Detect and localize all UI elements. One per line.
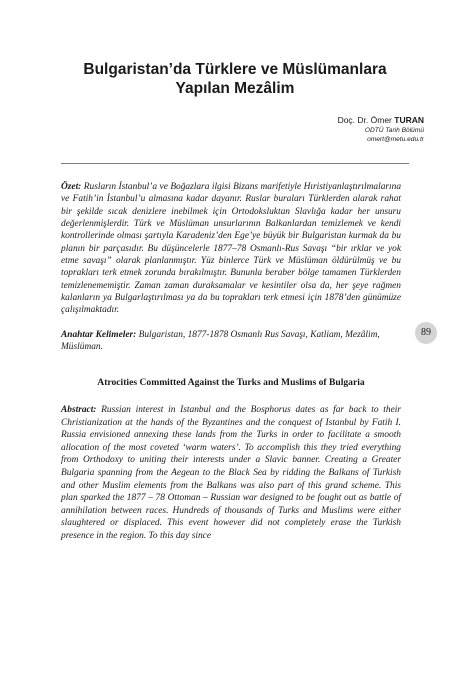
turkish-abstract: [61, 181, 401, 317]
header-divider: [61, 163, 409, 164]
turkish-keywords: [61, 329, 401, 354]
page-number-badge: 89: [415, 322, 437, 344]
author-name: [338, 115, 424, 126]
english-title: Atrocities Committed Against the Turks and Muslims of Bulgaria: [97, 377, 365, 388]
author-department: ODTÜ Tarih Bölümü: [364, 127, 424, 134]
article-title-line-1: Bulgaristan’da Türklere ve Müslümanlara: [83, 61, 387, 78]
ozet-label: Özet:: [61, 182, 82, 192]
author-email: omert@metu.edu.tr: [367, 136, 424, 143]
keywords-text: Bulgaristan, 1877-1878 Osmanlı Rus Savaşı, Katliam, Mezâlim, Müslüman.: [61, 330, 380, 353]
ozet-text: Rusların İstanbul’a ve Boğazlara ilgisi Bizans marifetiyle Hıristiyanlaştırılmalarına ve Fatih’in İstanbul’u almasına kadar dayanır. Ruslar buraları Türklerden alarak rahat bir şekilde sıcak denizlere inebilmek için Ortodoksluktan Slavlığa kadar her unsuru değerlenmişlerdir. Türk ve Müslüman unsurlarının Balkanlardan temizlemek ve kendi kontrollerinde olması şartıyla Karadeniz’den Ege’ye büyük bir Bulgaristan kurmak da bu planın bir parçasıdır. Bu düşüncelerle 1877–78 Osmanlı-Rus Savaşı “bir ırklar ve yok etme savaşı” olarak planlanmıştır. Yüz binlerce Türk ve Müslüman öldürülmüş ve bu toprakları terk etmek zorunda bırakılmıştır. Bununla beraber bölge tamamen Türklerden temizlenememiştir. Zaman zaman duraksamalar ve kesintiler olsa da, her şeye rağmen kalanların ya Bulgarlaştırılması ya da bu toprakları terk etmesi için 1878’den günümüze çalışılmaktadır.: [61, 182, 402, 316]
abstract-text: Russian interest in Istanbul and the Bosphorus dates as far back to their Christianization at the hands of the Byzantines and the conquest of Istanbul by Fatih I. Russia envisioned annexing these lands from the Turks in order to facilitate a smooth allocation of the most coveted ‘warm waters’. To accomplish this they tried everything from Orthodoxy to uniting their interests under a Slavic banner. Creating a Greater Bulgaria spanning from the Aegean to the Black Sea by ridding the Balkans of Turkish and other Muslim elements from the Balkans was also part of this grand scheme. This plan sparked the 1877 – 78 Ottoman – Russian war designed to be fought out as battle of annihilation between races. Hundreds of thousands of Turks and Muslims were either slaughtered or displaced. This event however did not completely erase the Turkish presence in the region. To this day since: [61, 405, 401, 541]
article-title: [40, 60, 430, 98]
keywords-label: Anahtar Kelimeler:: [61, 330, 137, 340]
abstract-label: Abstract:: [61, 405, 97, 415]
author-block: [338, 115, 424, 144]
article-title-line-2: Yapılan Mezâlim: [175, 80, 295, 97]
author-surname: TURAN: [394, 115, 424, 125]
english-abstract: [61, 404, 401, 543]
author-prefix: Doç. Dr. Ömer: [337, 115, 392, 125]
